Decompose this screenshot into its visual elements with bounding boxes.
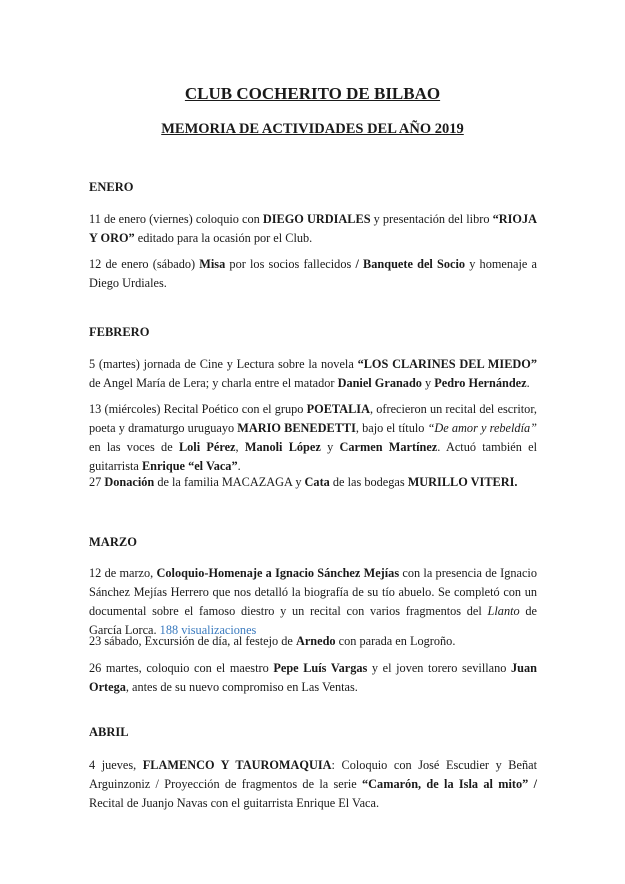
document-subtitle: MEMORIA DE ACTIVIDADES DEL AÑO 2019 bbox=[161, 121, 464, 137]
section-heading-febrero: FEBRERO bbox=[89, 325, 150, 339]
section-heading-enero: ENERO bbox=[89, 180, 134, 194]
section-heading-marzo: MARZO bbox=[89, 535, 137, 549]
section-heading-abril: ABRIL bbox=[89, 725, 129, 739]
paragraph-febrero-1: 5 (martes) jornada de Cine y Lectura sobre la novela “LOS CLARINES DEL MIEDO” de Angel María de Lera; y charla entre el matador Daniel Granado y Pedro Hernández. bbox=[89, 357, 537, 390]
paragraph-marzo-1: 12 de marzo, Coloquio-Homenaje a Ignacio Sánchez Mejías con la presencia de Ignacio Sánchez Mejías Herrero que nos detalló la biografía de su tío abuelo. Se completó con un documental sobre el famoso diestro y un recital con varios fragmentos del Llanto de García Lorca. 188 visualizaciones bbox=[89, 566, 538, 637]
paragraph-marzo-3: 26 martes, coloquio con el maestro Pepe Luís Vargas y el joven torero sevillano Juan Ortega, antes de su nuevo compromiso en Las Ventas. bbox=[89, 661, 537, 694]
paragraph-marzo-2: 23 sábado, Excursión de día, al festejo de Arnedo con parada en Logroño. bbox=[89, 634, 456, 648]
paragraph-enero-2: 12 de enero (sábado) Misa por los socios fallecidos / Banquete del Socio y homenaje a Diego Urdiales. bbox=[89, 257, 537, 290]
paragraph-abril-1: 4 jueves, FLAMENCO Y TAUROMAQUIA: Coloquio con José Escudier y Beñat Arguinzoniz / Proyección de fragmentos de la serie “Camarón, de la Isla al mito” / Recital de Juanjo Navas con el guitarrista Enrique El Vaca. bbox=[89, 758, 537, 810]
paragraph-enero-1: 11 de enero (viernes) coloquio con DIEGO URDIALES y presentación del libro “RIOJA Y ORO” editado para la ocasión por el Club. bbox=[89, 212, 538, 245]
visualizaciones-link[interactable]: 188 visualizaciones bbox=[159, 623, 257, 637]
document-title: CLUB COCHERITO DE BILBAO bbox=[184, 84, 441, 103]
paragraph-febrero-2: 13 (miércoles) Recital Poético con el grupo POETALIA, ofrecieron un recital del escritor, poeta y dramaturgo uruguayo MARIO BENEDETTI, bajo el título “De amor y rebeldía” en las voces de Loli Pérez, Manoli López y Carmen Martínez. Actuó también el guitarrista Enrique “el Vaca”. bbox=[89, 402, 538, 473]
paragraph-febrero-3: 27 Donación de la familia MACAZAGA y Cata de las bodegas MURILLO VITERI. bbox=[89, 475, 518, 489]
